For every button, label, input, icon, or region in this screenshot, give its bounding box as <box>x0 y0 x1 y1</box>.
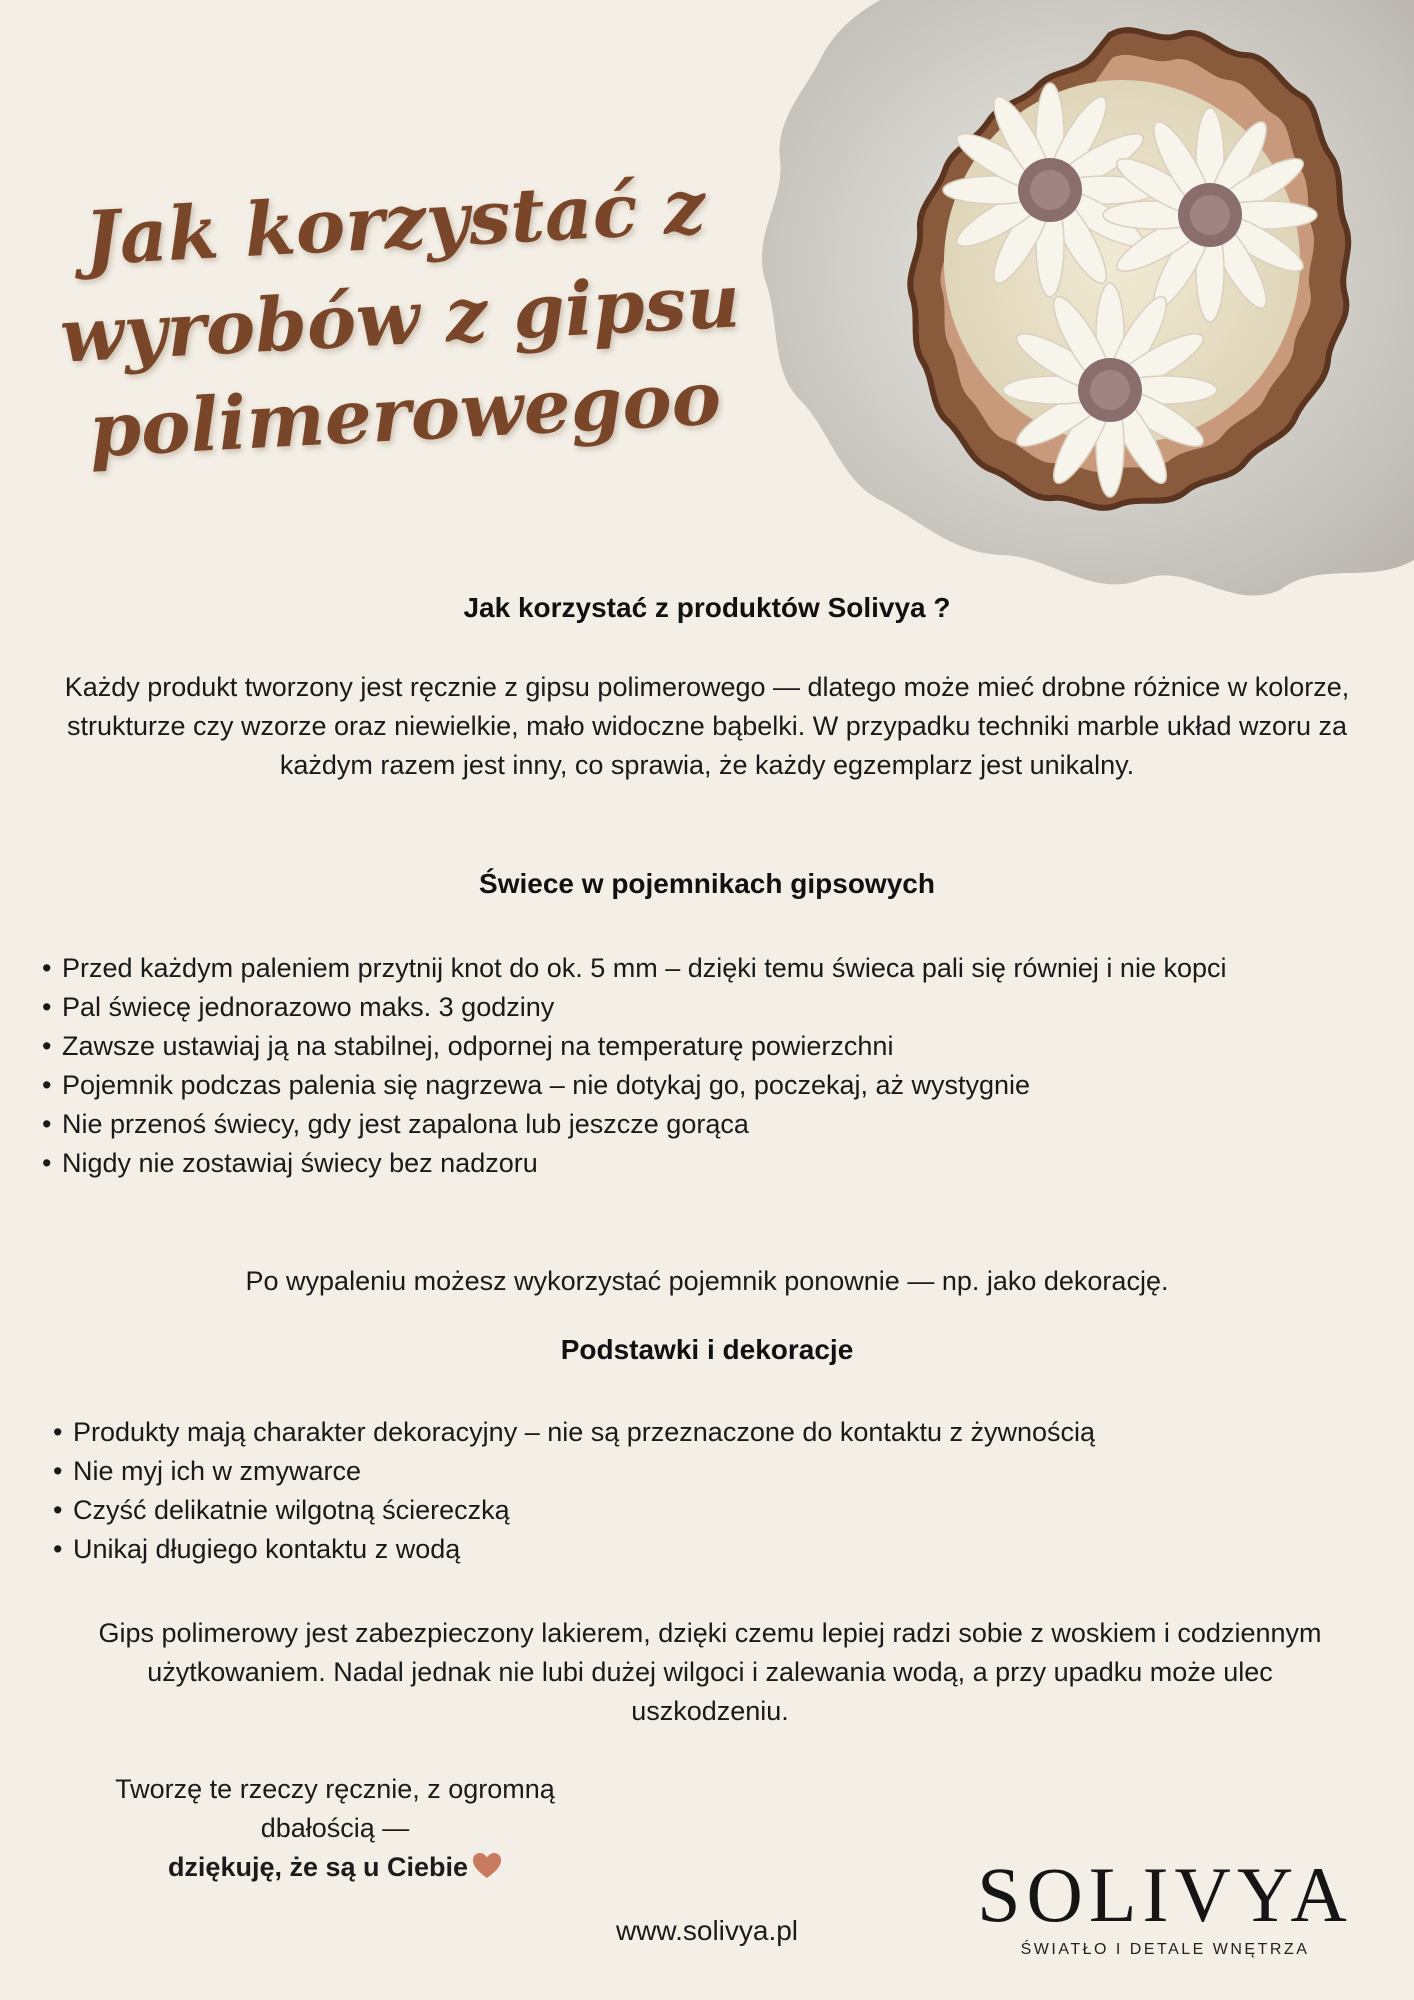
brand-logo <box>975 1851 1355 1959</box>
list-item: • Nie myj ich w zmywarce <box>53 1452 1373 1491</box>
heart-icon <box>472 1852 502 1880</box>
list-item: • Pal świecę jednorazowo maks. 3 godziny <box>42 988 1362 1027</box>
intro-heading: Jak korzystać z produktów Solivya ? <box>463 592 951 623</box>
title-line-3: polimerowegoo <box>87 355 723 475</box>
closing-line: Tworzę te rzeczy ręcznie, z ogromną dbałością — <box>115 1774 555 1843</box>
list-item: • Produkty mają charakter dekoracyjny – nie są przeznaczone do kontaktu z żywnością <box>53 1413 1373 1452</box>
list-item: • Unikaj długiego kontaktu z wodą <box>53 1530 1373 1569</box>
list-item: • Zawsze ustawiaj ją na stabilnej, odpornej na temperaturę powierzchni <box>42 1027 1362 1066</box>
decor-heading: Podstawki i dekoracje <box>560 1334 854 1365</box>
list-item: • Nie przenoś świecy, gdy jest zapalona lub jeszcze gorąca <box>42 1105 1362 1144</box>
candles-heading: Świece w pojemnikach gipsowych <box>479 868 935 899</box>
decor-note: Gips polimerowy jest zabezpieczony lakierem, dzięki czemu lepiej radzi sobie z woskiem i codziennym użytkowaniem. Nadal jednak nie lubi dużej wilgoci i zalewania wodą, a przy upadku może ulec uszkodzeniu. <box>98 1618 1322 1726</box>
closing-message <box>60 1770 610 1887</box>
candles-list <box>42 949 1362 1183</box>
candle-photo <box>760 0 1414 600</box>
list-item: • Pojemnik podczas palenia się nagrzewa – nie dotykaj go, poczekaj, aż wystygnie <box>42 1066 1362 1105</box>
list-item: • Czyść delikatnie wilgotną ściereczką <box>53 1491 1373 1530</box>
title-line-1: Jak korzystać z <box>82 163 708 283</box>
intro-text: Każdy produkt tworzony jest ręcznie z gipsu polimerowego — dlatego może mieć drobne różnice w kolorze, strukturze czy wzorze oraz niewielkie, mało widoczne bąbelki. W przypadku techniki marble układ wzoru za każdym razem jest inny, co sprawia, że każdy egzemplarz jest unikalny. <box>64 672 1350 780</box>
candles-after-text: Po wypaleniu możesz wykorzystać pojemnik ponownie — np. jako dekorację. <box>245 1266 1169 1296</box>
logo-tagline: ŚWIATŁO I DETALE WNĘTRZA <box>1020 1941 1310 1958</box>
page-title <box>33 156 767 481</box>
title-line-2: wyrobów z gipsu <box>57 258 743 380</box>
list-item: • Nigdy nie zostawiaj świecy bez nadzoru <box>42 1144 1362 1183</box>
list-item: • Przed każdym paleniem przytnij knot do ok. 5 mm – dzięki temu świeca pali się równiej i nie kopci <box>42 949 1362 988</box>
website-link[interactable]: www.solivya.pl <box>615 1915 799 1946</box>
logo-wordmark: SOLIVYA <box>977 1851 1353 1938</box>
decor-list <box>53 1413 1373 1569</box>
closing-bold: dziękuję, że są u Ciebie <box>167 1852 469 1882</box>
